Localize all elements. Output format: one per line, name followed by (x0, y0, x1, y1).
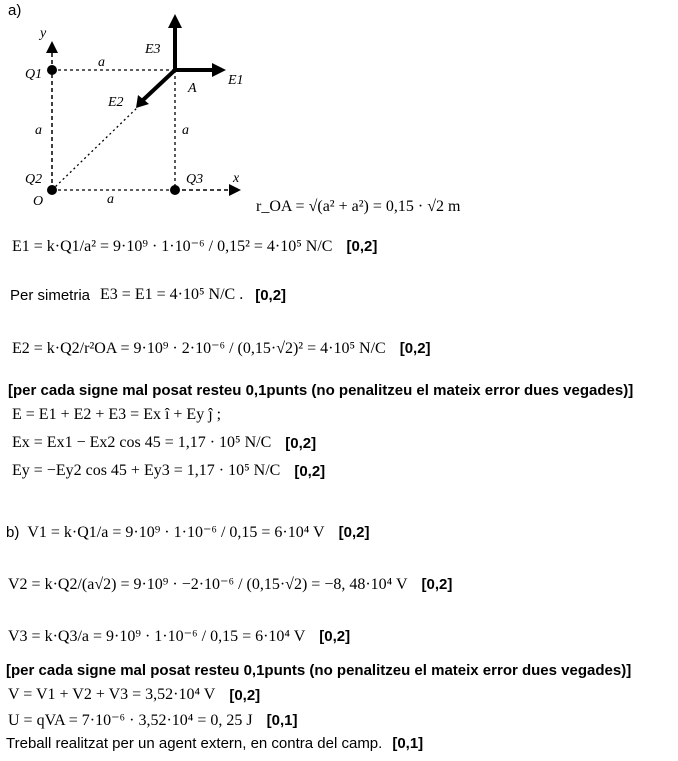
work-text: Treball realitzat per un agent extern, en contra del camp. (6, 735, 383, 752)
v-sum-formula: V = V1 + V2 + V3 = 3,52·10⁴ V (8, 686, 216, 703)
e1-line (12, 236, 377, 256)
v2-line (8, 574, 452, 594)
e1-label: E1 (228, 73, 244, 88)
ey-points: [0,2] (294, 462, 326, 480)
charge-diagram (0, 0, 300, 215)
e2-formula: E2 = k·Q2/r²OA = 9·10⁹ · 2·10⁻⁶ / (0,15·√2)² = 4·10⁵ N/C (12, 340, 386, 357)
e3-line (10, 286, 286, 304)
side-left-label: a (35, 123, 42, 138)
q2-charge (47, 185, 57, 195)
q1-label: Q1 (25, 67, 43, 82)
v1-formula: V1 = k·Q1/a = 9·10⁹ · 1·10⁻⁶ / 0,15 = 6·10⁴ V (27, 524, 325, 541)
e2-points: [0,2] (399, 339, 431, 357)
v-sum-line (8, 686, 260, 704)
symmetry-text: Per simetria (10, 286, 91, 304)
e3-label: E3 (145, 42, 161, 57)
v2-points: [0,2] (421, 575, 453, 593)
q1-charge (47, 65, 57, 75)
q2-label: Q2 (25, 172, 43, 187)
penalty-note-b: [per cada signe mal posat resteu 0,1punts (no penalitzeu el mateix error dues vegades)] (6, 662, 632, 679)
q3-label: Q3 (186, 172, 204, 187)
ey-formula: Ey = −Ey2 cos 45 + Ey3 = 1,17 · 10⁵ N/C (12, 462, 281, 479)
e-sum-line: E = E1 + E2 + E3 = Ex î + Ey ĵ ; (12, 406, 222, 423)
v3-line (8, 626, 350, 646)
penalty-note-a: [per cada signe mal posat resteu 0,1punts (no penalitzeu el mateix error dues vegades)] (8, 382, 634, 399)
work-points: [0,1] (392, 735, 424, 752)
v2-formula: V2 = k·Q2/(a√2) = 9·10⁹ · −2·10⁻⁶ / (0,15·√2) = −8, 48·10⁴ V (8, 576, 408, 593)
e3-arrowhead (168, 14, 182, 28)
r-oa-line: r_OA = √(a² + a²) = 0,15 · √2 m (256, 198, 461, 215)
v1-points: [0,2] (338, 523, 370, 541)
part-b-label: b) (6, 523, 20, 541)
side-right-label: a (182, 123, 189, 138)
e3-formula: E3 = E1 = 4·10⁵ N/C . (100, 286, 244, 303)
origin-label: O (33, 194, 44, 209)
u-line (8, 710, 297, 730)
ex-formula: Ex = Ex1 − Ex2 cos 45 = 1,17 · 10⁵ N/C (12, 434, 272, 451)
side-top-label: a (98, 55, 105, 70)
point-a-label: A (188, 81, 197, 96)
ey-line (12, 462, 325, 480)
y-axis-label: y (40, 26, 47, 41)
e2-line (12, 338, 431, 358)
part-a-label: a) (8, 2, 22, 19)
e2-vector (143, 70, 175, 100)
u-points: [0,1] (266, 711, 298, 729)
v3-formula: V3 = k·Q3/a = 9·10⁹ · 1·10⁻⁶ / 0,15 = 6·10⁴ V (8, 628, 306, 645)
ex-points: [0,2] (285, 434, 317, 452)
diagonal (52, 105, 140, 190)
side-bottom-label: a (107, 192, 114, 207)
e1-points: [0,2] (346, 237, 378, 255)
e3-points: [0,2] (255, 286, 287, 304)
e2-label: E2 (108, 95, 124, 110)
v1-line (6, 522, 369, 542)
work-line (6, 735, 423, 752)
e1-formula: E1 = k·Q1/a² = 9·10⁹ · 1·10⁻⁶ / 0,15² = 4·10⁵ N/C (12, 238, 333, 255)
v-sum-points: [0,2] (229, 686, 261, 704)
u-formula: U = qVA = 7·10⁻⁶ · 3,52·10⁴ = 0, 25 J (8, 712, 253, 729)
x-axis-label: x (233, 171, 240, 186)
q3-charge (170, 185, 180, 195)
ex-line (12, 434, 316, 452)
e1-arrowhead (212, 63, 226, 77)
v3-points: [0,2] (319, 627, 351, 645)
